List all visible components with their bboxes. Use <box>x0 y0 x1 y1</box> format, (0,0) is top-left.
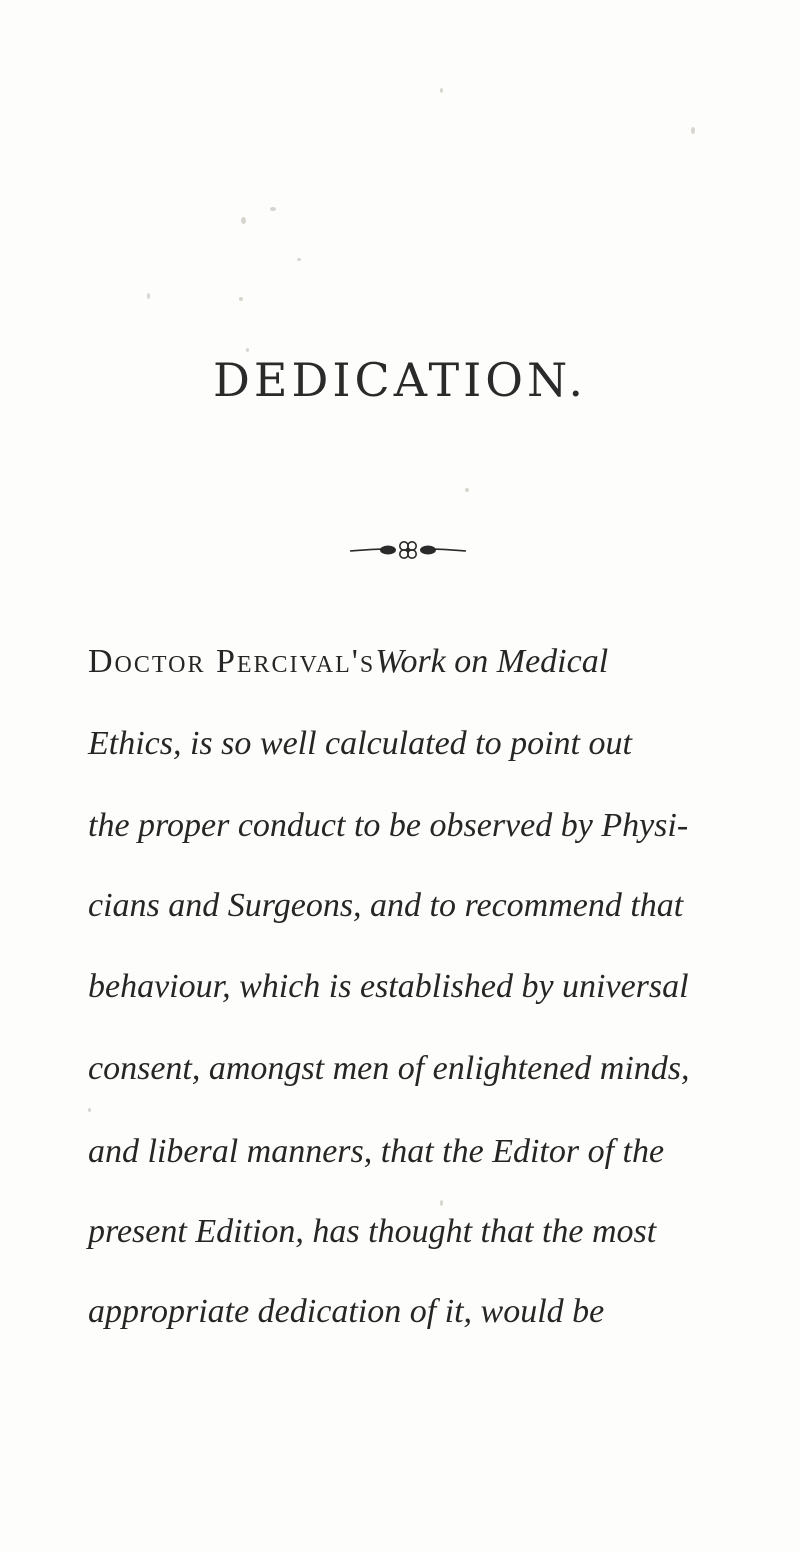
paper-speck <box>88 1108 91 1112</box>
text-line <box>0 967 800 1007</box>
paper-speck <box>440 88 443 93</box>
text-line <box>0 724 800 764</box>
paper-speck <box>239 297 243 301</box>
page-title: DEDICATION. <box>213 353 587 407</box>
paper-speck <box>246 348 249 352</box>
text-line <box>0 1049 800 1089</box>
text-line-content: consent, amongst men of enlightened minds, <box>88 1050 690 1087</box>
paper-speck <box>297 258 301 261</box>
paper-speck <box>440 1200 443 1206</box>
text-line-content: present Edition, has thought that the most <box>88 1213 657 1250</box>
text-line-rest: Work on Medical <box>375 643 609 680</box>
text-line-content: behaviour, which is established by universal <box>88 968 689 1005</box>
text-line <box>0 642 800 682</box>
paper-speck <box>465 488 469 492</box>
paper-speck <box>147 293 150 299</box>
text-line <box>0 886 800 926</box>
paper-speck <box>691 127 695 134</box>
text-line-content: cians and Surgeons, and to recommend that <box>88 887 684 924</box>
text-line-content: appropriate dedication of it, would be <box>88 1293 605 1330</box>
paper-speck <box>241 217 246 224</box>
text-line-content: the proper conduct to be observed by Physi- <box>88 807 689 844</box>
text-line <box>0 1132 800 1172</box>
text-line <box>0 806 800 846</box>
paper-speck <box>270 207 276 211</box>
author-name: Doctor Percival's <box>88 643 376 680</box>
text-line-content: and liberal manners, that the Editor of the <box>88 1133 665 1170</box>
printers-ornament-icon <box>348 538 468 562</box>
text-line <box>0 1292 800 1332</box>
text-line <box>0 1212 800 1252</box>
text-line-content: Ethics, is so well calculated to point out <box>88 725 632 762</box>
